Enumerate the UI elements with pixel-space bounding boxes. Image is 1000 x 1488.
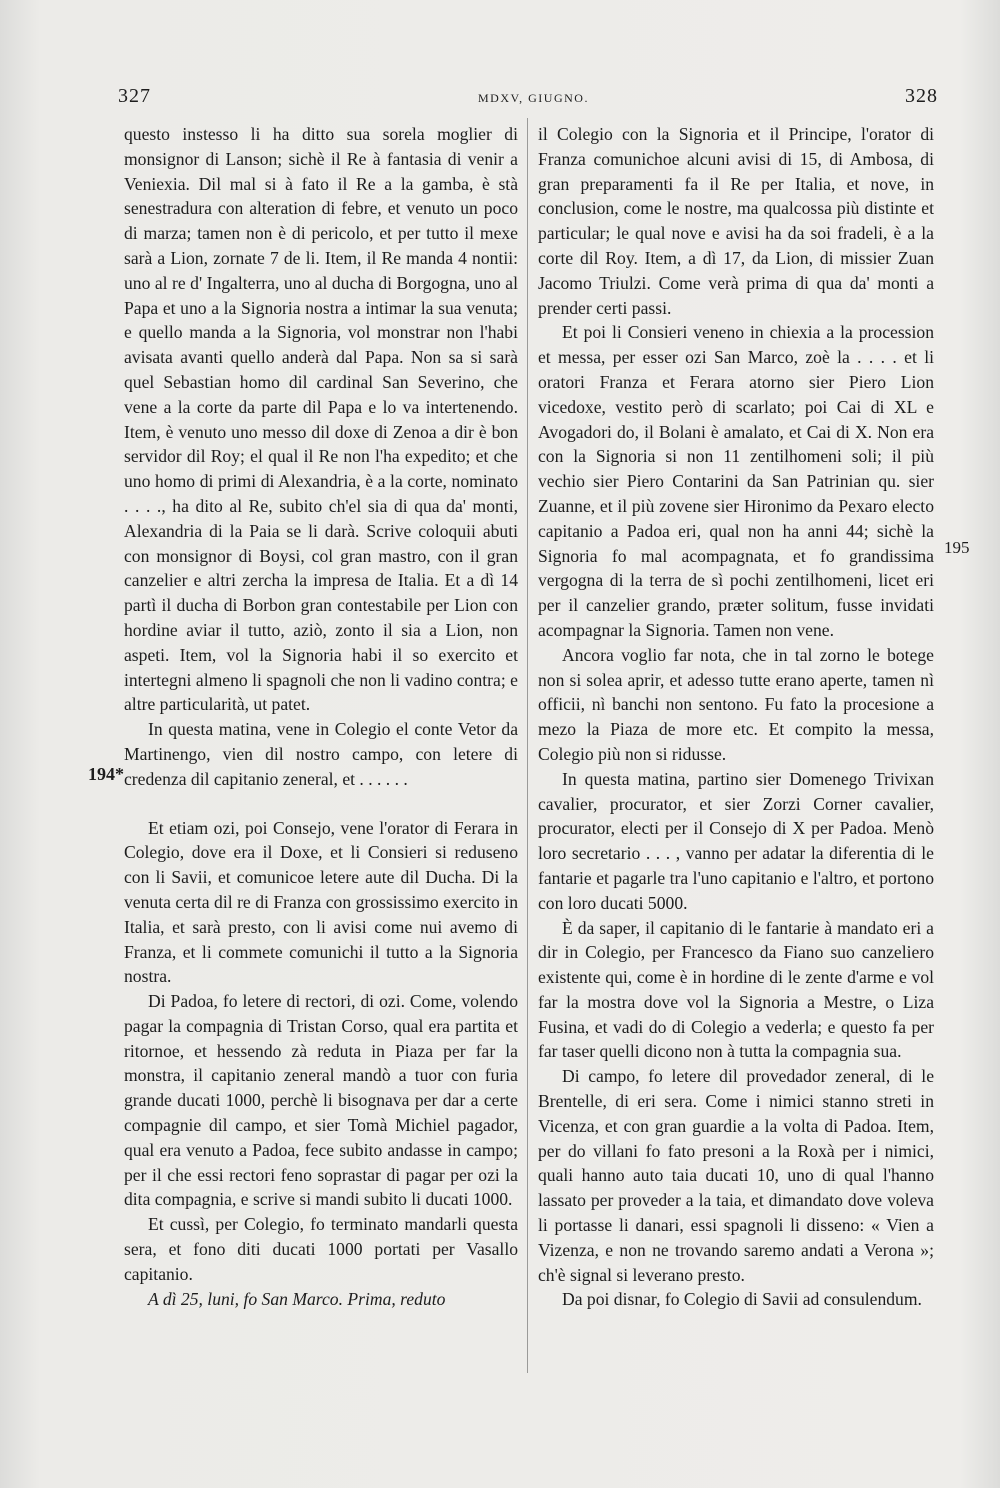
page-number-right: 328 xyxy=(905,85,938,107)
paragraph: Di Padoa, fo letere di rectori, di ozi. Come, volendo pagar la compagnia di Tristan Corso, qual era partita et ritornoe, et hessendo zà reduta in Piaza per far la monstra, il capitanio zeneral mandò a tuor con furia grande ducati 1000, perchè li bisognava per dar a certe compagnie dil campo, et sier Tomà Michiel pagador, qual era venuto a Padoa, fece subito andasse in campo; per il che essi rectori feno soprastar di pagar per ozi la dita compagnia, e scrive si mandi subito li ducati 1000. xyxy=(124,991,518,1210)
paragraph: il Colegio con la Signoria et il Principe, l'orator di Franza comunichoe alcuni avisi di 15, di Ambosa, di gran preparamenti fa il Re per Italia, et nove, in conclusion, come le nostre, ma qualcossa più distinte et particular; le qual nove e avisi ha da soi fradeli, è a la corte dil Roy. Item, a dì 17, da Lion, di missier Zuan Jacomo Triulzi. Come verà prima di qua da' monti a prender certi passi. xyxy=(538,124,934,318)
paragraph: Da poi disnar, fo Colegio di Savii ad consulendum. xyxy=(562,1289,922,1310)
column-divider xyxy=(527,118,528,1373)
right-column xyxy=(538,122,934,1312)
page-header xyxy=(118,85,938,115)
running-title: MDXV, GIUGNO. xyxy=(478,91,589,105)
paragraph: Ancora voglio far nota, che in tal zorno le botege non si solea aprir, et adesso tutte erano aperte, tamen nì officii, nì banchi non sentono. Fu fato la procesione a mezo la Piaza de more etc. Et compito la messa, Colegio più non si ridusse. xyxy=(538,644,934,764)
paragraph: È da saper, il capitanio di le fantarie à mandato eri a dir in Colegio, per Francesco da Fiano suo canzeliero existente qui, come è in hordine di le zente d'arme e vol far la mostra dove vol la Signoria a Mestre, o Liza Fusina, et vadi do di Colegio a vederla; e questo fa per far taser quelli dicono non à tutta la compagnia sua. xyxy=(538,917,934,1062)
left-column xyxy=(124,122,518,1311)
margin-number-right: 195 xyxy=(944,538,970,557)
paragraph: Et poi li Consieri veneno in chiexia a la procession et messa, per esser ozi San Marco, zoè la . . . . et li oratori Franza et Ferara atorno sier Piero Lion vicedoxe, vestito però di scarlato; poi Cai di XL e Avogadori do, il Bolani è amalato, et Cai di X. Non era con la Signoria si non 11 zentilhomeni soli; il più vechio sier Piero Contarini da San Patrinian qu. sier Zuanne, et il più zovene sier Hironimo da Pexaro electo capitanio a Padoa eri, qual non ha anni 44; sichè la Signoria fo mal acompagnata, et fo grandissima vergogna di la terra de sì pochi zentilhomeni, licet eri per il canzelier grando, præter solitum, fusse invidati acompagnar la Signoria. Tamen non vene. xyxy=(538,322,934,640)
paragraph: A dì 25, luni, fo San Marco. Prima, reduto xyxy=(148,1288,446,1309)
page-number-left: 327 xyxy=(118,85,151,107)
paragraph: In questa matina, partino sier Domenego Trivixan cavalier, procurator, et sier Zorzi Corner cavalier, procurator, electi per il Consejo di X per Padoa. Menò loro secretario . . . , vanno per adatar la diferentia di le fantarie et pagarle tra l'uno capitanio e l'altro, et portono con loro ducati 5000. xyxy=(538,768,934,913)
margin-number-left: 194* xyxy=(88,764,124,784)
paragraph: questo instesso li ha ditto sua sorela moglier di monsignor di Lanson; sichè il Re à fantasia di venir a Veniexia. Dil mal si à fato il Re a la gamba, è stà senestradura con alteration di febre, et venuto un poco di marza; tamen non è di pericolo, et per tutto il mexe sarà a Lion, zornate 7 de li. Item, il Re manda 4 nontii: uno al re d' Ingalterra, uno al ducha di Borgogna, uno al Papa et uno a la Signoria nostra a intimar la sua venuta; e quello manda a la Signoria, vol monstrar non l'habi avisata avanti quello anderà dal Papa. Non sa si sarà quel Sebastian homo dil cardinal San Severino, che vene a la corte da parte dil Papa e lo va intertenendo. Item, è venuto uno messo dil doxe di Zenoa a dir è bon servidor dil Roy; el qual il Re non l'ha expedito; et che uno homo di primi di Alexandria, è a la corte, nominato . . . ., ha dito al Re, subito ch'el sia di qua da' monti, Alexandria di la Paia se li darà. Scrive coloquii abuti con monsignor di Boysi, col gran mastro, con il gran canzelier e altri zercha la impresa de Italia. Et a dì 14 partì il ducha di Borbon gran contestabile per Lion con hordine aviar il tutto, aziò, zonto il sia a Lion, non aspeti. Item, vol la Signoria habi il so exercito et intertegni almeno li spagnoli che non li vadino contra; e altre particularità, ut patet. xyxy=(124,124,518,715)
paragraph: Et cussì, per Colegio, fo terminato mandarli questa sera, et fono diti ducati 1000 portati per Vasallo capitanio. xyxy=(124,1214,518,1284)
paragraph: In questa matina, vene in Colegio el conte Vetor da Martinengo, vien dil nostro campo, con letere di credenza dil capitanio zeneral, et . . . . . . xyxy=(124,719,518,789)
paragraph: Et etiam ozi, poi Consejo, vene l'orator di Ferara in Colegio, dove era il Doxe, et li Consieri si reduseno con li Savii, et comunicoe letere aute dil Ducha. Di la venuta certa dil re di Franza con grossissimo exercito in Italia, et sarà presto, con li avisi come nui avemo di Franza, et li commete comunichi il tutto a la Signoria nostra. xyxy=(124,817,518,987)
paragraph: Di campo, fo letere dil provedador zeneral, di le Brentelle, di eri sera. Come i nimici stanno streti in Vicenza, et con gran guardie a la volta di Padoa. Item, per do villani fo fato presoni a la Roxà per i nimici, quali hanno auto taia ducati 10, uno di qual l'hanno lassato per proveder a la taia, et dimandato dove voleva li portasse li danari, essi spagnoli li disseno: « Vien a Vizenza, e non ne trovando saremo andati a Verona »; ch'è signal si leverano presto. xyxy=(538,1066,934,1285)
